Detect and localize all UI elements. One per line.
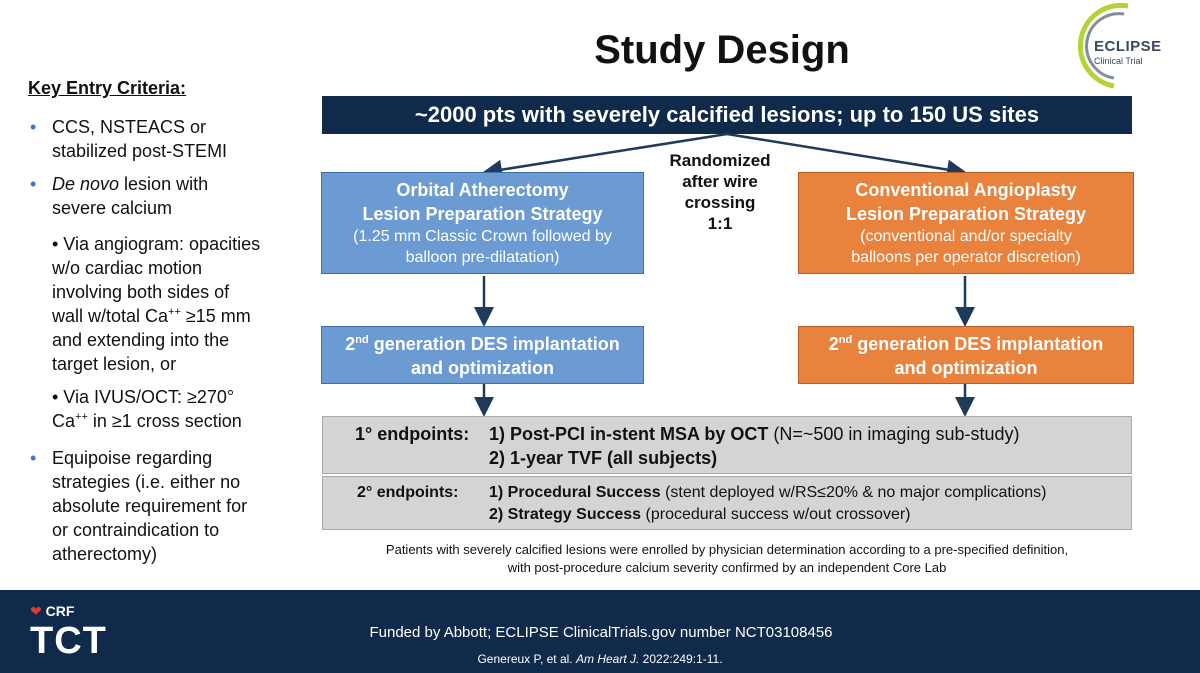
des-box-arm2: 2nd generation DES implantation and optimization [798, 326, 1134, 384]
bullet-dot: • [30, 174, 37, 194]
eclipse-logo [1066, 0, 1186, 92]
citation: Genereux P, et al. Am Heart J. 2022:249:1-11. [477, 652, 723, 666]
heart-icon: ❤ [30, 603, 42, 619]
funding-text: Funded by Abbott; ECLIPSE ClinicalTrials.gov number NCT03108456 [369, 624, 833, 641]
secondary-endpoints: 2° endpoints: 1) Procedural Success (stent deployed w/RS≤20% & no major complications) 2) Strategy Success (procedural success w/out crossover) [322, 476, 1132, 530]
page-title: Study Design [594, 28, 850, 72]
enrollment-note: Patients with severely calcified lesions were enrolled by physician determination according to a pre-specified definition, with post-procedure calcium severity confirmed by an independent Core Lab [385, 542, 1069, 575]
logo-subtitle: Clinical Trial [1094, 56, 1143, 66]
primary-endpoints: 1° endpoints: 1) Post-PCI in-stent MSA by OCT (N=~500 in imaging sub-study) 2) 1-year TVF (all subjects) [322, 416, 1132, 474]
bullet-dot: • [30, 117, 37, 137]
logo-name: ECLIPSE [1094, 38, 1162, 55]
criteria-bullet-2: • De novo lesion with severe calcium [30, 174, 209, 218]
criteria-bullet-1: • CCS, NSTEACS or stabilized post-STEMI [30, 117, 228, 161]
criteria-sub-ivus: • Via IVUS/OCT: ≥270° Ca++ in ≥1 cross section [52, 387, 242, 431]
des-box-arm1: 2nd generation DES implantation and optimization [321, 326, 644, 384]
criteria-heading: Key Entry Criteria: [28, 78, 187, 98]
tct-logo: TCT [30, 620, 107, 662]
arm-conventional-angioplasty: Conventional Angioplasty Lesion Preparation Strategy (conventional and/or specialty balloons per operator discretion) [798, 172, 1134, 274]
arm-orbital-atherectomy: Orbital Atherectomy Lesion Preparation Strategy (1.25 mm Classic Crown followed by balloon pre-dilatation) [321, 172, 644, 274]
criteria-bullet-3: • Equipoise regarding strategies (i.e. either no absolute requirement for or contraindication to atherectomy) [30, 448, 248, 564]
bullet-dot: • [30, 448, 37, 468]
enrollment-banner: ~2000 pts with severely calcified lesions; up to 150 US sites [322, 96, 1132, 134]
randomization-label: Randomized after wire crossing 1:1 [669, 151, 771, 233]
criteria-sub-angiogram: • Via angiogram: opacities w/o cardiac motion involving both sides of wall w/total Ca++ ≥15 mm and extending into the target lesion, or [52, 234, 261, 374]
crf-logo: ❤ CRF [30, 603, 75, 619]
